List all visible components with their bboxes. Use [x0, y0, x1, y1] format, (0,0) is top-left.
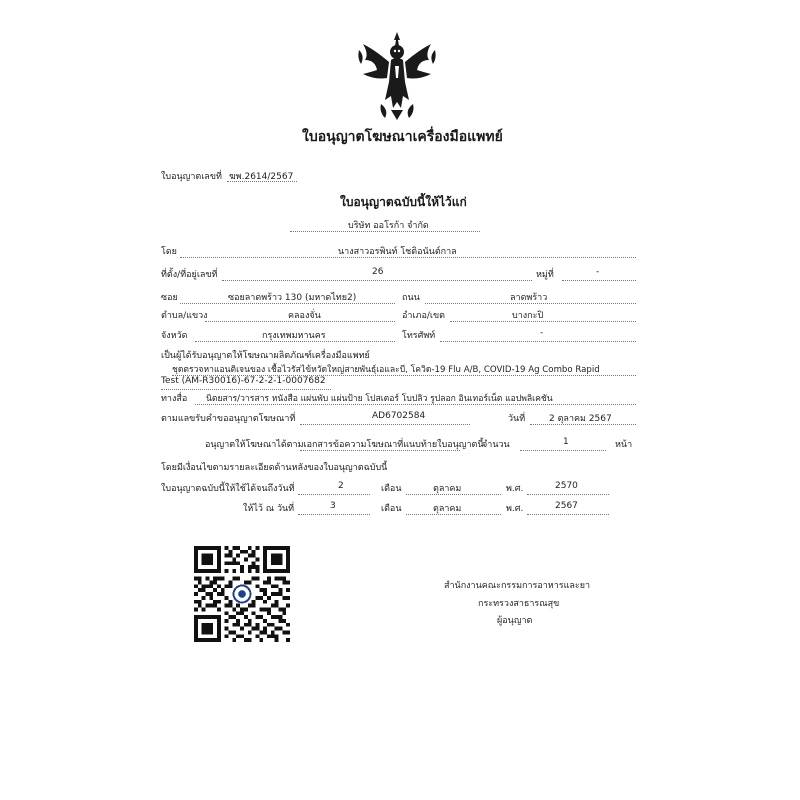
issued-label: ให้ไว้ ณ วันที่ — [243, 504, 295, 514]
moo-dotline — [562, 280, 636, 281]
issued-year-label: พ.ศ. — [506, 504, 524, 514]
issued-month: ตุลาคม — [433, 504, 462, 514]
document-title: ใบอนุญาตโฆษณาเครื่องมือแพทย์ — [302, 129, 503, 145]
validity-month-dotline — [406, 494, 501, 495]
company-name: บริษัท ออโรก้า จำกัด — [348, 221, 429, 231]
validity-year-label: พ.ศ. — [506, 484, 524, 494]
request-date-dotline — [530, 424, 636, 425]
moo-label: หมู่ที่ — [536, 270, 554, 280]
district-dotline — [450, 321, 636, 322]
attachment-count-value: 1 — [563, 437, 569, 447]
road-value: ลาดพร้าว — [510, 293, 548, 303]
address-dotline — [222, 280, 532, 281]
issued-year: 2567 — [555, 501, 578, 511]
soi-value: ซอยลาดพร้าว 130 (มหาดไทย2) — [228, 293, 357, 303]
by-dotline — [180, 257, 636, 258]
attachment-count-dotline — [520, 450, 606, 451]
road-dotline — [425, 303, 636, 304]
subdistrict-dotline — [205, 321, 395, 322]
issued-month-dotline — [406, 514, 501, 515]
province-label: จังหวัด — [161, 331, 188, 341]
issued-day: 3 — [330, 501, 336, 511]
subdistrict-value: คลองจั่น — [288, 311, 321, 321]
issued-day-dotline — [298, 514, 370, 515]
request-date-value: 2 ตุลาคม 2567 — [549, 414, 612, 424]
qr-code — [194, 546, 290, 642]
license-number-dotline — [227, 181, 297, 182]
validity-year-dotline — [527, 494, 609, 495]
address-label: ที่ตั้ง/ที่อยู่เลขที่ — [161, 270, 218, 280]
conditions-text: โดยมีเงื่อนไขตามรายละเอียดด้านหลังของใบอนุญาตฉบับนี้ — [161, 463, 388, 473]
validity-month-label: เดือน — [381, 484, 402, 494]
validity-day-dotline — [298, 494, 370, 495]
phone-dotline — [440, 341, 636, 342]
request-dotline — [300, 424, 470, 425]
by-value: นางสาวอรพินท์ โชติอนันต์กาล — [338, 247, 457, 257]
description-line1: เป็นผู้ได้รับอนุญาตให้โฆษณาผลิตภัณฑ์เครื่องมือแพทย์ — [161, 351, 370, 361]
request-value: AD6702584 — [372, 411, 426, 421]
media-label: ทางสื่อ — [161, 394, 188, 404]
attachment-dotline — [300, 450, 460, 451]
garuda-emblem-icon — [355, 30, 439, 122]
request-label: ตามแลขรับคำขออนุญาตโฆษณาที่ — [161, 414, 296, 424]
soi-dotline — [180, 303, 395, 304]
district-label: อำเภอ/เขต — [402, 311, 445, 321]
province-dotline — [195, 341, 395, 342]
issued-year-dotline — [527, 514, 609, 515]
subdistrict-label: ตำบล/แขวง — [161, 311, 208, 321]
soi-label: ซอย — [161, 293, 178, 303]
by-label: โดย — [161, 247, 177, 257]
request-date-label: วันที่ — [508, 414, 526, 424]
attachment-unit: หน้า — [615, 440, 633, 450]
media-value: นิตยสาร/วารสาร หนังสือ แผ่นพับ แผ่นป้าย โปสเตอร์ โบปลิว รูปลอก อินเทอร์เน็ต แอปพลิเคชัน — [206, 394, 553, 404]
validity-day: 2 — [338, 481, 344, 491]
issued-month-label: เดือน — [381, 504, 402, 514]
signature-ministry: กระทรวงสาธารณสุข — [478, 599, 560, 609]
validity-year: 2570 — [555, 481, 578, 491]
phone-label: โทรศัพท์ — [402, 331, 436, 341]
phone-value: - — [540, 328, 544, 338]
road-label: ถนน — [402, 293, 420, 303]
attachment-count-label: จำนวน — [482, 440, 510, 450]
issued-to-heading: ใบอนุญาตฉบับนี้ให้ไว้แก่ — [340, 195, 467, 209]
description-line3-dotline — [161, 389, 331, 390]
signature-role: ผู้อนุญาต — [497, 616, 533, 626]
moo-value: - — [596, 267, 600, 277]
media-dotline — [195, 404, 636, 405]
district-value: บางกะปิ — [512, 311, 544, 321]
validity-month: ตุลาคม — [433, 484, 462, 494]
province-value: กรุงเทพมหานคร — [262, 331, 326, 341]
description-line3: Test (AM-R30016)-67-2-2-1-0007682 — [161, 376, 326, 386]
license-number-label: ใบอนุญาตเลขที่ — [161, 172, 222, 182]
validity-label: ใบอนุญาตฉบับนี้ให้ใช้ได้จนถึงวันที่ — [161, 484, 295, 494]
company-dotline — [290, 231, 480, 232]
attachment-text: อนุญาตให้โฆษณาได้ตามเอกสารข้อความโฆษณาที่แนบท้ายใบอนุญาตนี้ — [205, 440, 484, 450]
signature-office: สำนักงานคณะกรรมการอาหารและยา — [444, 581, 591, 591]
description-line2: ชุดตรวจหาแอนติเจนของ เชื้อไวรัสไข้หวัดใหญ่สายพันธุ์เอและบี, โควิด-19 Flu A/B, COVID-19 Ag Combo Rapid — [172, 365, 600, 375]
address-value: 26 — [372, 267, 384, 277]
license-number-value: ฆพ.2614/2567 — [229, 172, 294, 182]
